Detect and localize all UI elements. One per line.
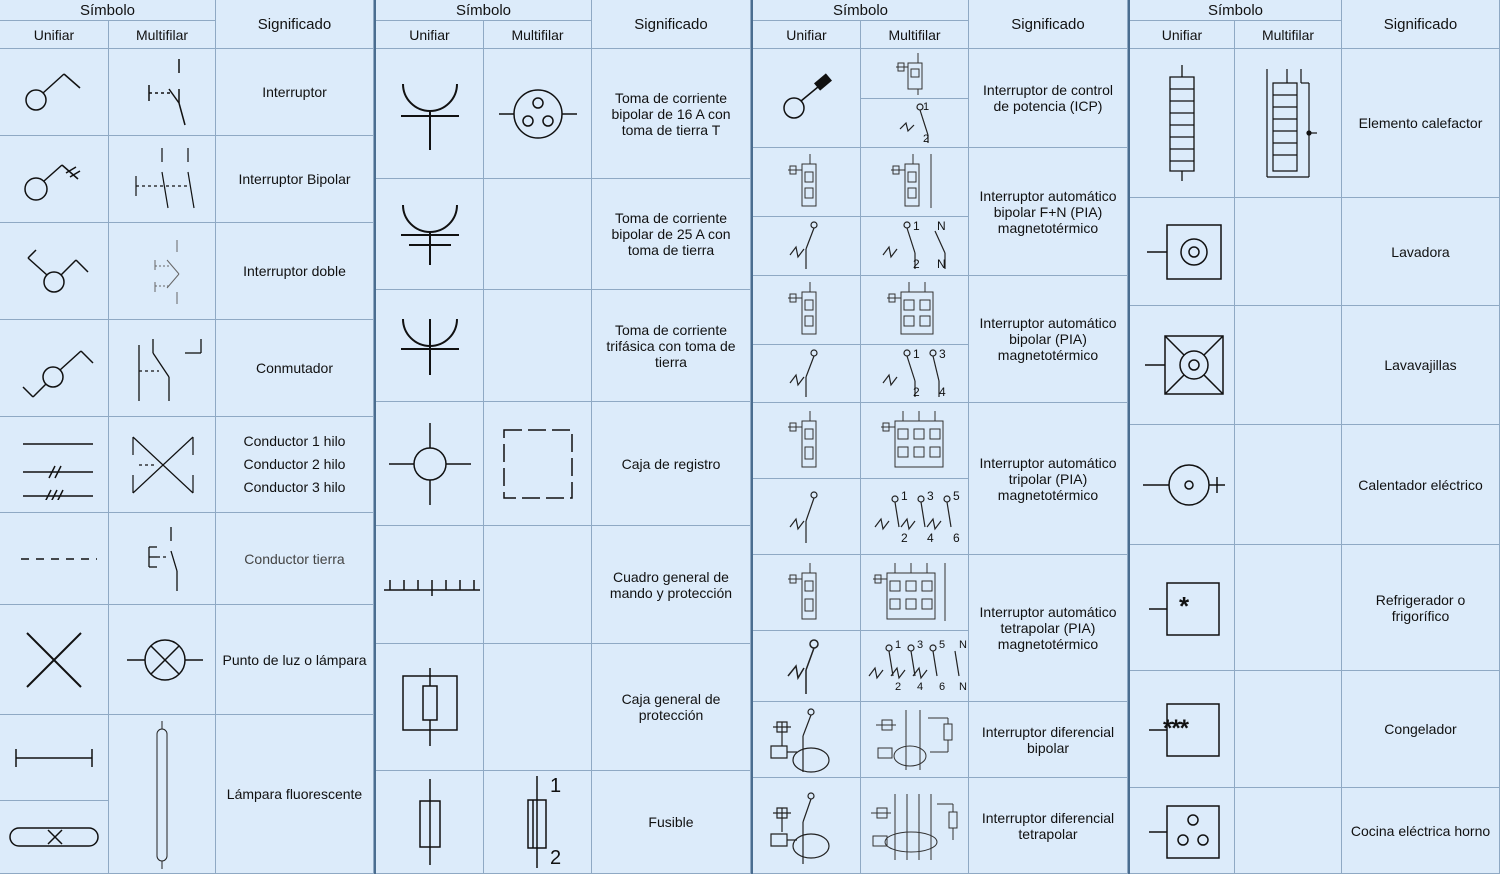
icp-label-2: 2 bbox=[923, 133, 930, 145]
header-unifilar: Unifiar bbox=[376, 21, 484, 49]
punto-luz-unifilar-icon bbox=[0, 605, 109, 715]
refrigerador-multifilar-empty bbox=[1235, 545, 1342, 671]
pia-tripolar-label-3: 3 bbox=[927, 489, 934, 503]
pia-tripolar-unifilar-control-icon bbox=[753, 403, 861, 479]
pia-tetra-label-n1: N bbox=[959, 639, 967, 651]
panel-1 bbox=[0, 0, 374, 874]
pia-tripolar-label-6: 6 bbox=[953, 531, 960, 545]
diferencial-tetrapolar-unifilar-icon bbox=[753, 778, 861, 874]
caja-general-proteccion-multifilar-empty bbox=[484, 644, 592, 771]
meaning-cocina: Cocina eléctrica horno bbox=[1342, 788, 1500, 874]
meaning-pia-bipolar: Interruptor automático bipolar (PIA) magnetotérmico bbox=[969, 276, 1128, 403]
fuse-label-1: 1 bbox=[550, 775, 562, 797]
conductor-cruce-icon bbox=[109, 417, 216, 513]
pia-bipolar-label-2: 2 bbox=[913, 385, 920, 399]
header-unifilar: Unifiar bbox=[0, 21, 109, 49]
toma-trifasica-unifilar-icon bbox=[376, 290, 484, 402]
meaning-interruptor-bipolar: Interruptor Bipolar bbox=[216, 136, 374, 223]
interruptor-doble-multifilar-icon bbox=[109, 223, 216, 320]
refrigerador-unifilar-icon bbox=[1130, 545, 1235, 671]
icp-unifilar-icon bbox=[753, 49, 861, 148]
pia-tetrapolar-multifilar-switch-icon bbox=[861, 631, 969, 702]
header-multifilar: Multifilar bbox=[484, 21, 592, 49]
fuse-label-2: 2 bbox=[550, 847, 562, 869]
header-unifilar: Unifiar bbox=[1130, 21, 1235, 49]
pia-tetra-label-3: 3 bbox=[917, 639, 924, 651]
pia-fn-unifilar-control-icon bbox=[753, 148, 861, 217]
pia-tripolar-label-4: 4 bbox=[927, 531, 934, 545]
toma-25a-unifilar-icon bbox=[376, 179, 484, 290]
pia-tetra-label-1: 1 bbox=[895, 639, 902, 651]
lampara-fluorescente-unifilar-icon bbox=[0, 715, 109, 801]
interruptor-multifilar-icon bbox=[109, 49, 216, 136]
meaning-toma-16a: Toma de corriente bipolar de 16 A con toma de tierra T bbox=[592, 49, 751, 179]
calefactor-multifilar-icon bbox=[1235, 49, 1342, 198]
pia-fn-label-n1: N bbox=[937, 219, 946, 233]
calefactor-unifilar-icon bbox=[1130, 49, 1235, 198]
icp-label-1: 1 bbox=[923, 101, 930, 113]
meaning-interruptor-doble: Interruptor doble bbox=[216, 223, 374, 320]
pia-bipolar-unifilar-control-icon bbox=[753, 276, 861, 345]
pia-fn-label-n2: N bbox=[937, 257, 946, 271]
meaning-diferencial-tetrapolar: Interruptor diferencial tetrapolar bbox=[969, 778, 1128, 874]
pia-tetra-label-6: 6 bbox=[939, 681, 946, 693]
pia-tetrapolar-multifilar-control-icon bbox=[861, 555, 969, 631]
caja-registro-multifilar-icon bbox=[484, 402, 592, 526]
calentador-unifilar-icon bbox=[1130, 425, 1235, 545]
icp-multifilar-control-icon bbox=[861, 49, 969, 99]
pia-bipolar-label-1: 1 bbox=[913, 347, 920, 361]
cuadro-general-unifilar-icon bbox=[376, 526, 484, 644]
lampara-fluorescente-multifilar-icon bbox=[109, 715, 216, 874]
pia-fn-multifilar-switch-icon bbox=[861, 217, 969, 276]
diferencial-bipolar-unifilar-icon bbox=[753, 702, 861, 778]
meaning-icp: Interruptor de control de potencia (ICP) bbox=[969, 49, 1128, 148]
meaning-lavadora: Lavadora bbox=[1342, 198, 1500, 306]
diferencial-bipolar-multifilar-icon bbox=[861, 702, 969, 778]
refrigerador-glyph: * bbox=[1179, 591, 1190, 621]
header-unifilar: Unifiar bbox=[753, 21, 861, 49]
conductor-tierra-unifilar-icon bbox=[0, 513, 109, 605]
meaning-calefactor: Elemento calefactor bbox=[1342, 49, 1500, 198]
header-multifilar: Multifilar bbox=[861, 21, 969, 49]
pia-bipolar-label-4: 4 bbox=[939, 385, 946, 399]
meaning-pia-tripolar: Interruptor automático tripolar (PIA) magnetotérmico bbox=[969, 403, 1128, 555]
pia-fn-multifilar-control-icon bbox=[861, 148, 969, 217]
pia-fn-label-1: 1 bbox=[913, 219, 920, 233]
pia-fn-label-2: 2 bbox=[913, 257, 920, 271]
lavavajillas-multifilar-empty bbox=[1235, 306, 1342, 425]
meaning-interruptor: Interruptor bbox=[216, 49, 374, 136]
cocina-unifilar-icon bbox=[1130, 788, 1235, 874]
pia-tetra-label-2: 2 bbox=[895, 681, 902, 693]
panel-3 bbox=[753, 0, 1128, 874]
calentador-multifilar-empty bbox=[1235, 425, 1342, 545]
pia-tetra-label-n2: N bbox=[959, 681, 967, 693]
interruptor-bipolar-unifilar-icon bbox=[0, 136, 109, 223]
fusible-unifilar-icon bbox=[376, 771, 484, 874]
pia-bipolar-label-3: 3 bbox=[939, 347, 946, 361]
pia-tetra-label-4: 4 bbox=[917, 681, 924, 693]
punto-luz-multifilar-icon bbox=[109, 605, 216, 715]
meaning-pia-tetrapolar: Interruptor automático tetrapolar (PIA) magnetotérmico bbox=[969, 555, 1128, 702]
pia-bipolar-multifilar-switch-icon bbox=[861, 345, 969, 403]
header-multifilar: Multifilar bbox=[109, 21, 216, 49]
pia-tripolar-label-5: 5 bbox=[953, 489, 960, 503]
cuadro-general-multifilar-empty bbox=[484, 526, 592, 644]
meaning-lampara-fluorescente: Lámpara fluorescente bbox=[216, 715, 374, 874]
meaning-caja-general-proteccion: Caja general de protección bbox=[592, 644, 751, 771]
cocina-multifilar-empty bbox=[1235, 788, 1342, 874]
interruptor-bipolar-multifilar-icon bbox=[109, 136, 216, 223]
caja-registro-unifilar-icon bbox=[376, 402, 484, 526]
pia-tripolar-label-1: 1 bbox=[901, 489, 908, 503]
lavadora-multifilar-empty bbox=[1235, 198, 1342, 306]
meaning-conductores: Conductor 1 hilo Conductor 2 hilo Conductor 3 hilo bbox=[216, 417, 374, 513]
conmutador-multifilar-icon bbox=[109, 320, 216, 417]
pia-tripolar-multifilar-control-icon bbox=[861, 403, 969, 479]
interruptor-doble-unifilar-icon bbox=[0, 223, 109, 320]
conmutador-unifilar-icon bbox=[0, 320, 109, 417]
meaning-pia-fn: Interruptor automático bipolar F+N (PIA) magnetotérmico bbox=[969, 148, 1128, 276]
header-meaning: Significado bbox=[216, 0, 374, 49]
meaning-lavavajillas: Lavavajillas bbox=[1342, 306, 1500, 425]
icp-multifilar-switch-icon bbox=[861, 99, 969, 148]
congelador-glyph: *** bbox=[1163, 715, 1189, 742]
meaning-toma-25a: Toma de corriente bipolar de 25 A con toma de tierra bbox=[592, 179, 751, 290]
meaning-fusible: Fusible bbox=[592, 771, 751, 874]
meaning-refrigerador: Refrigerador o frigorífico bbox=[1342, 545, 1500, 671]
pia-fn-unifilar-switch-icon bbox=[753, 217, 861, 276]
pia-tripolar-label-2: 2 bbox=[901, 531, 908, 545]
meaning-conmutador: Conmutador bbox=[216, 320, 374, 417]
header-symbol: Símbolo bbox=[0, 0, 216, 21]
meaning-calentador: Calentador eléctrico bbox=[1342, 425, 1500, 545]
panel-2 bbox=[376, 0, 751, 874]
header-meaning: Significado bbox=[1342, 0, 1500, 49]
header-meaning: Significado bbox=[969, 0, 1128, 49]
lampara-fluorescente-unifilar-alt-icon bbox=[0, 801, 109, 874]
toma-16a-unifilar-icon bbox=[376, 49, 484, 179]
toma-25a-multifilar-empty bbox=[484, 179, 592, 290]
panel-4 bbox=[1130, 0, 1500, 874]
meaning-toma-trifasica: Toma de corriente trifásica con toma de tierra bbox=[592, 290, 751, 402]
pia-tripolar-multifilar-switch-icon bbox=[861, 479, 969, 555]
header-symbol: Símbolo bbox=[753, 0, 969, 21]
header-symbol: Símbolo bbox=[376, 0, 592, 21]
meaning-diferencial-bipolar: Interruptor diferencial bipolar bbox=[969, 702, 1128, 778]
header-symbol: Símbolo bbox=[1130, 0, 1342, 21]
pia-tetrapolar-unifilar-control-icon bbox=[753, 555, 861, 631]
conductor-hilos-icon bbox=[0, 417, 109, 513]
pia-bipolar-unifilar-switch-icon bbox=[753, 345, 861, 403]
congelador-unifilar-icon bbox=[1130, 671, 1235, 788]
header-meaning: Significado bbox=[592, 0, 751, 49]
meaning-caja-registro: Caja de registro bbox=[592, 402, 751, 526]
pia-bipolar-multifilar-control-icon bbox=[861, 276, 969, 345]
caja-general-proteccion-unifilar-icon bbox=[376, 644, 484, 771]
meaning-punto-luz: Punto de luz o lámpara bbox=[216, 605, 374, 715]
diferencial-tetrapolar-multifilar-icon bbox=[861, 778, 969, 874]
interruptor-unifilar-icon bbox=[0, 49, 109, 136]
header-multifilar: Multifilar bbox=[1235, 21, 1342, 49]
meaning-cuadro-general: Cuadro general de mando y protección bbox=[592, 526, 751, 644]
congelador-multifilar-empty bbox=[1235, 671, 1342, 788]
lavadora-unifilar-icon bbox=[1130, 198, 1235, 306]
pia-tripolar-unifilar-switch-icon bbox=[753, 479, 861, 555]
fusible-multifilar-icon bbox=[484, 771, 592, 874]
conductor-tierra-multifilar-icon bbox=[109, 513, 216, 605]
meaning-congelador: Congelador bbox=[1342, 671, 1500, 788]
pia-tetrapolar-unifilar-switch-icon bbox=[753, 631, 861, 702]
toma-trifasica-multifilar-empty bbox=[484, 290, 592, 402]
meaning-conductor-tierra: Conductor tierra bbox=[216, 513, 374, 605]
lavavajillas-unifilar-icon bbox=[1130, 306, 1235, 425]
pia-tetra-label-5: 5 bbox=[939, 639, 946, 651]
toma-16a-multifilar-icon bbox=[484, 49, 592, 179]
